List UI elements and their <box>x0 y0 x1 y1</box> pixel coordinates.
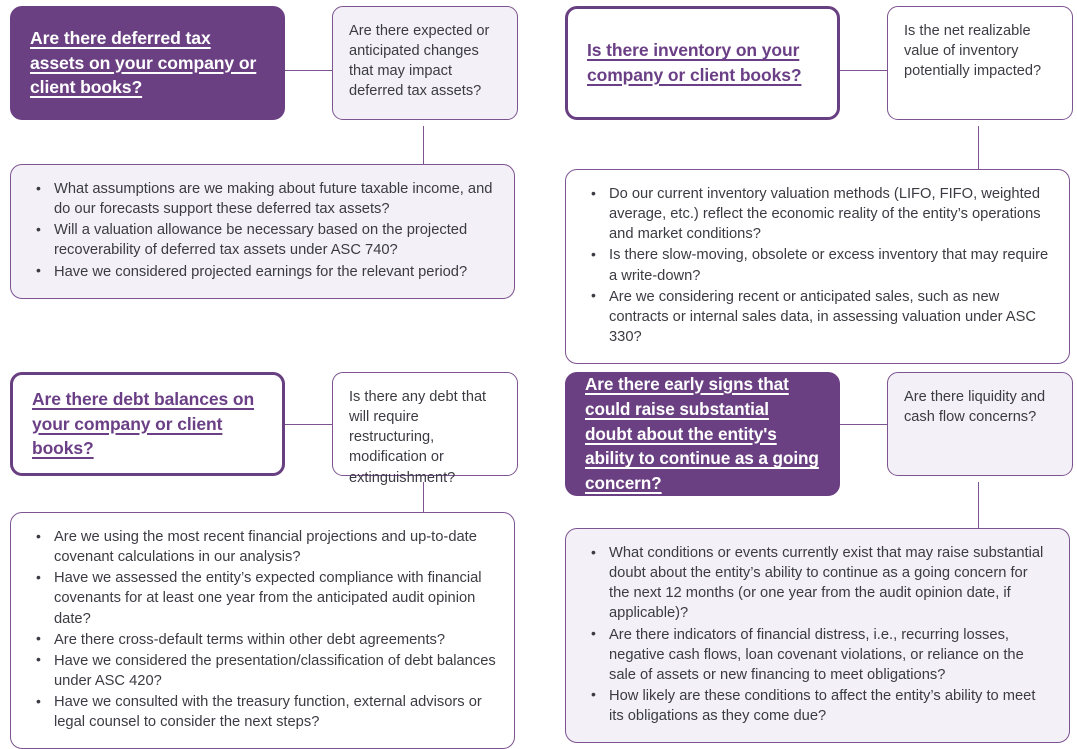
list-item: • Are we using the most recent financial projections and up-to-date covenant calculations in our analysis? <box>27 527 496 567</box>
question-row <box>565 6 1077 120</box>
bullet-box-inventory <box>565 169 1070 364</box>
horizontal-connector <box>840 424 887 425</box>
question-row <box>10 6 532 120</box>
list-item: • Have we considered the presentation/classification of debt balances under ASC 420? <box>27 651 496 691</box>
consideration-list <box>582 184 1051 347</box>
list-item: • Have we assessed the entity’s expected compliance with financial covenants for at least one year from the anticipated audit opinion date? <box>27 568 496 628</box>
main-question-box-going-concern[interactable] <box>565 372 840 496</box>
consideration-list <box>27 527 496 732</box>
sub-question-text: Are there liquidity and cash flow concerns? <box>904 389 1046 426</box>
sub-question-text: Is the net realizable value of inventory potentially impacted? <box>904 23 1042 80</box>
main-question-box-debt-balances[interactable] <box>10 372 285 476</box>
bullet-box-deferred-tax-assets <box>10 164 515 299</box>
list-item: • What assumptions are we making about future taxable income, and do our forecasts support these deferred tax assets? <box>27 179 496 219</box>
consideration-list <box>582 543 1051 726</box>
main-question-box-inventory[interactable] <box>565 6 840 120</box>
sub-question-text: Are there expected or anticipated changes that may impact deferred tax assets? <box>349 23 490 100</box>
horizontal-connector <box>840 70 887 71</box>
sub-question-box-inventory[interactable] <box>887 6 1073 120</box>
list-item: • Have we consulted with the treasury function, external advisors or legal counsel to consider the next steps? <box>27 692 496 732</box>
vertical-connector <box>423 482 424 514</box>
sub-question-text: Is there any debt that will require restructuring, modification or extinguishment? <box>349 389 487 486</box>
horizontal-connector <box>285 424 332 425</box>
quadrant-inventory <box>565 6 1077 345</box>
quadrant-debt-balances <box>10 372 532 731</box>
sub-question-box-going-concern[interactable] <box>887 372 1073 476</box>
bullet-box-going-concern <box>565 528 1070 743</box>
vertical-connector <box>978 482 979 530</box>
list-item: • Are we considering recent or anticipated sales, such as new contracts or internal sales data, in assessing valuation under ASC 330? <box>582 287 1051 347</box>
sub-question-box-deferred-tax-assets[interactable] <box>332 6 518 120</box>
consideration-list <box>27 179 496 282</box>
quadrant-deferred-tax-assets <box>10 6 532 280</box>
main-question-box-deferred-tax-assets[interactable] <box>10 6 285 120</box>
horizontal-connector <box>285 70 332 71</box>
main-question-text: Are there debt balances on your company or client books? <box>32 388 255 459</box>
sub-question-box-debt-balances[interactable] <box>332 372 518 486</box>
bullet-box-debt-balances <box>10 512 515 749</box>
quadrant-going-concern <box>565 372 1077 725</box>
list-item: • Are there cross-default terms within other debt agreements? <box>27 630 496 650</box>
main-question-text: Are there early signs that could raise substantial doubt about the entity's ability to continue as a going concern? <box>585 373 819 494</box>
list-item: • Have we considered projected earnings for the relevant period? <box>27 262 496 282</box>
list-item: • How likely are these conditions to affect the entity’s ability to meet its obligations as they come due? <box>582 686 1051 726</box>
vertical-connector <box>423 126 424 166</box>
question-row <box>10 372 532 486</box>
main-question-text: Are there deferred tax assets on your company or client books? <box>30 27 257 98</box>
main-question-text: Is there inventory on your company or client books? <box>587 40 802 85</box>
question-row <box>565 372 1077 496</box>
list-item: • Are there indicators of financial distress, i.e., recurring losses, negative cash flows, loan covenant violations, or reliance on the sale of assets or new financing to meet obligations? <box>582 625 1051 685</box>
list-item: • Will a valuation allowance be necessary based on the projected recoverability of deferred tax assets under ASC 740? <box>27 220 496 260</box>
list-item: • Is there slow-moving, obsolete or excess inventory that may require a write-down? <box>582 245 1051 285</box>
list-item: • What conditions or events currently exist that may raise substantial doubt about the entity’s ability to continue as a going concern for the next 12 months (or one year from the audit opinion date, if applicable)? <box>582 543 1051 624</box>
vertical-connector <box>978 126 979 171</box>
list-item: • Do our current inventory valuation methods (LIFO, FIFO, weighted average, etc.) reflect the economic reality of the entity’s operations and market conditions? <box>582 184 1051 244</box>
